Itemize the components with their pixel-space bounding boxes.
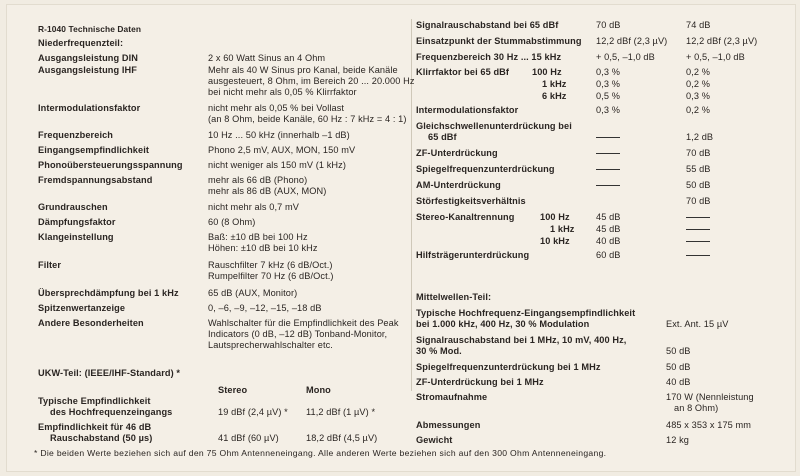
mw-value: 485 x 353 x 175 mm [666, 420, 752, 430]
spec-label: Filter [38, 260, 62, 270]
sep-freq: 10 kHz [540, 236, 570, 246]
footnote: * Die beiden Werte beziehen sich auf den 75 Ohm Antenneneingang. Alle anderen Werte beziehen sich auf den 300 Ohm Antenneneingang. [34, 448, 607, 458]
mw-label: 30 % Mod. [416, 346, 462, 356]
ukw-label: Typische Empfindlichkeit [38, 396, 151, 406]
mw-value: 170 W (Nennleistung [666, 392, 754, 402]
spec-value: 65 dB (AUX, Monitor) [208, 288, 298, 298]
mono-value: 74 dB [686, 20, 711, 30]
spec-label: Gleichschwellenunterdrückung bei [416, 121, 572, 131]
spec-label: Andere Besonderheiten [38, 318, 144, 328]
mono-value: 0,2 % [686, 67, 710, 77]
spec-value: 2 x 60 Watt Sinus an 4 Ohm [208, 53, 326, 63]
dash-mark [596, 185, 620, 186]
col-header-mono: Mono [306, 385, 331, 395]
ukw-section-title: UKW-Teil: (IEEE/IHF-Standard) * [38, 368, 181, 378]
mono-value: 55 dB [686, 164, 711, 174]
spec-label: Frequenzbereich 30 Hz ... 15 kHz [416, 52, 562, 62]
spec-value: nicht mehr als 0,7 mV [208, 202, 299, 212]
mw-value: 50 dB [666, 346, 691, 356]
spec-label: Spiegelfrequenzunterdrückung [416, 164, 555, 174]
spec-label: Intermodulationsfaktor [416, 105, 519, 115]
mw-section-title: Mittelwellen-Teil: [416, 292, 492, 302]
stereo-value: 12,2 dBf (2,3 µV) [596, 36, 668, 46]
ukw-stereo-value: 41 dBf (60 µV) [218, 433, 279, 443]
mw-label: Typische Hochfrequenz-Eingangsempfindlichkeit [416, 308, 636, 318]
spec-value: Mehr als 40 W Sinus pro Kanal, beide Kanäle [208, 65, 398, 75]
klirr-freq: 6 kHz [542, 91, 567, 101]
stereo-value: + 0,5, –1,0 dB [596, 52, 655, 62]
mono-value: 50 dB [686, 180, 711, 190]
ukw-label: Empfindlichkeit für 46 dB [38, 422, 152, 432]
mono-value: 0,2 % [686, 105, 710, 115]
klirr-label: Klirrfaktor bei 65 dBf [416, 67, 510, 77]
stereo-value: 0,5 % [596, 91, 620, 101]
stereo-value: 60 dB [596, 250, 621, 260]
dash-mark [686, 217, 710, 218]
sep-freq: 100 Hz [540, 212, 570, 222]
spec-value: ausgesteuert, 8 Ohm, im Bereich 20 ... 20.000 Hz [208, 76, 415, 86]
mw-label: Stromaufnahme [416, 392, 488, 402]
spec-label: Einsatzpunkt der Stummabstimmung [416, 36, 582, 46]
spec-label: Dämpfungsfaktor [38, 217, 116, 227]
stereo-value: 0,3 % [596, 105, 620, 115]
mw-value: 12 kg [666, 435, 689, 445]
spec-label: Frequenzbereich [38, 130, 114, 140]
spec-value: (an 8 Ohm, beide Kanäle, 60 Hz : 7 kHz = 4 : 1) [208, 114, 407, 124]
stereo-value: 70 dB [596, 20, 621, 30]
spec-value: nicht weniger als 150 mV (1 kHz) [208, 160, 347, 170]
spec-value: mehr als 86 dB (AUX, MON) [208, 186, 327, 196]
klirr-freq: 100 Hz [532, 67, 562, 77]
spec-label: Spitzenwertanzeige [38, 303, 126, 313]
ukw-mono-value: 11,2 dBf (1 µV) * [306, 407, 376, 417]
spec-label: Übersprechdämpfung bei 1 kHz [38, 288, 179, 298]
ukw-mono-value: 18,2 dBf (4,5 µV) [306, 433, 378, 443]
mw-value: 50 dB [666, 362, 691, 372]
column-divider [411, 19, 412, 391]
spec-label: ZF-Unterdrückung [416, 148, 498, 158]
nf-section-title: Niederfrequenzteil: [38, 38, 124, 48]
mono-value: 0,2 % [686, 79, 710, 89]
stereo-value: 45 dB [596, 212, 621, 222]
ukw-stereo-value: 19 dBf (2,4 µV) * [218, 407, 288, 417]
mono-value: 70 dB [686, 148, 711, 158]
stereo-value: 40 dB [596, 236, 621, 246]
spec-label: Klangeinstellung [38, 232, 114, 242]
spec-value: Indicators (0 dB, –12 dB) Tonband-Monitor, [208, 329, 388, 339]
spec-value: Lautsprecherwahlschalter etc. [208, 340, 333, 350]
spec-label: Grundrauschen [38, 202, 108, 212]
klirr-freq: 1 kHz [542, 79, 567, 89]
spec-value: 10 Hz ... 50 kHz (innerhalb –1 dB) [208, 130, 350, 140]
spec-label: Ausgangsleistung DIN [38, 53, 139, 63]
mono-value: 0,3 % [686, 91, 710, 101]
spec-value: Wahlschalter für die Empfindlichkeit des Peak [208, 318, 399, 328]
spec-label: Phonoübersteuerungsspannung [38, 160, 183, 170]
ukw-label: Rauschabstand (50 µs) [50, 433, 153, 443]
mw-value: an 8 Ohm) [674, 403, 719, 413]
stereo-value: 0,3 % [596, 67, 620, 77]
sheet-header: R-1040 Technische Daten [38, 24, 142, 34]
ukw-label: des Hochfrequenzeingangs [50, 407, 173, 417]
mono-value: + 0,5, –1,0 dB [686, 52, 745, 62]
spec-value: 0, –6, –9, –12, –15, –18 dB [208, 303, 322, 313]
spec-value: bei nicht mehr als 0,05 % Klirrfaktor [208, 87, 357, 97]
dash-mark [686, 241, 710, 242]
spec-label: Stereo-Kanaltrennung [416, 212, 515, 222]
spec-label: 65 dBf [428, 132, 457, 142]
spec-value: Baß: ±10 dB bei 100 Hz [208, 232, 308, 242]
spec-label: Eingangsempfindlichkeit [38, 145, 150, 155]
spec-value: Rauschfilter 7 kHz (6 dB/Oct.) [208, 260, 333, 270]
mw-value: Ext. Ant. 15 µV [666, 319, 729, 329]
spec-value: Rumpelfilter 70 Hz (6 dB/Oct.) [208, 271, 334, 281]
sep-freq: 1 kHz [550, 224, 575, 234]
mono-value: 12,2 dBf (2,3 µV) [686, 36, 758, 46]
dash-mark [686, 229, 710, 230]
mw-label: bei 1.000 kHz, 400 Hz, 30 % Modulation [416, 319, 590, 329]
spec-value: Phono 2,5 mV, AUX, MON, 150 mV [208, 145, 356, 155]
mono-value: 70 dB [686, 196, 711, 206]
spec-label: Hilfsträgerunterdrückung [416, 250, 530, 260]
mw-label: Signalrauschabstand bei 1 MHz, 10 mV, 400 Hz, [416, 335, 627, 345]
spec-label: Signalrauschabstand bei 65 dBf [416, 20, 559, 30]
spec-label: AM-Unterdrückung [416, 180, 501, 190]
spec-value: nicht mehr als 0,05 % bei Vollast [208, 103, 345, 113]
spec-value: mehr als 66 dB (Phono) [208, 175, 308, 185]
dash-mark [596, 169, 620, 170]
mw-label: Spiegelfrequenzunterdrückung bei 1 MHz [416, 362, 601, 372]
spec-value: 60 (8 Ohm) [208, 217, 256, 227]
spec-label: Ausgangsleistung IHF [38, 65, 137, 75]
spec-value: Höhen: ±10 dB bei 10 kHz [208, 243, 318, 253]
dash-mark [686, 255, 710, 256]
dash-mark [596, 153, 620, 154]
mw-value: 40 dB [666, 377, 691, 387]
col-header-stereo: Stereo [218, 385, 248, 395]
mono-value: 1,2 dB [686, 132, 714, 142]
spec-label: Intermodulationsfaktor [38, 103, 141, 113]
stereo-value: 45 dB [596, 224, 621, 234]
mw-label: Gewicht [416, 435, 453, 445]
mw-label: Abmessungen [416, 420, 481, 430]
stereo-value: 0,3 % [596, 79, 620, 89]
spec-label: Fremdspannungsabstand [38, 175, 153, 185]
spec-label: Störfestigkeitsverhältnis [416, 196, 526, 206]
mw-label: ZF-Unterdrückung bei 1 MHz [416, 377, 544, 387]
dash-mark [596, 137, 620, 138]
